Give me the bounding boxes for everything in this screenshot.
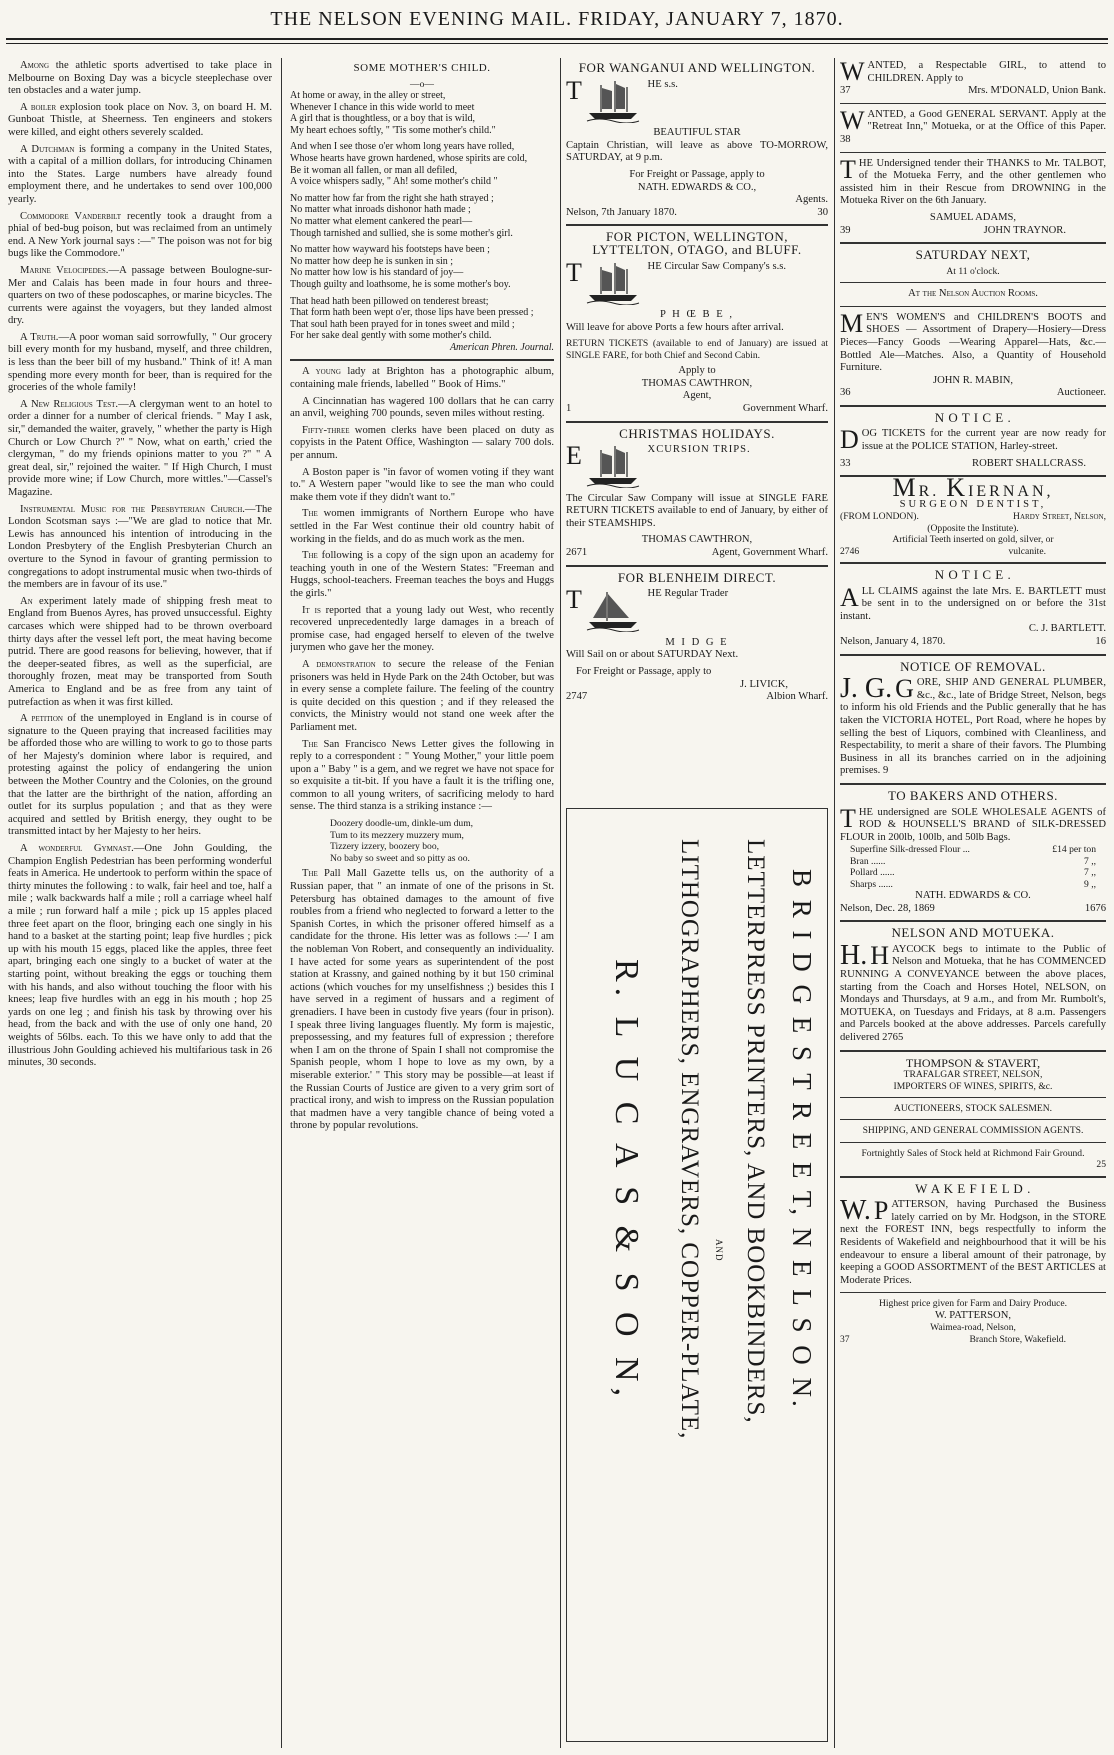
ad: THE undersigned are SOLE WHOLESALE AGENTS of ROD & HOUNSELL'S BRAND of SILK-DRESSED FLOUR in 200lb, 100lb, and 50lb Bags.: [840, 806, 1106, 843]
ad: ALL CLAIMS against the late Mrs. E. BARTLETT must be sent in to the undersigned on or before the 31st instant.: [840, 585, 1106, 622]
article: A Boston paper is "in favor of women voting if they want to." A Western paper "would like to see the man who could make them vote if they didn't want to.": [290, 466, 554, 503]
banner-line: R. L U C A S & S O N,: [608, 959, 645, 1403]
article: A New Religious Test.—A clergyman went to an hotel to order a dinner for a number of clerical friends. " May I ask, sir," demanded the waiter, gravely, " whether the party is High Church or Low Church ?" " Now, what on earth,' cried the clergyman, " do my friends opinions matter to you ?" " A great deal, sir," rejoined the waiter. " If High Church, I must provide more wine; if Low Church, more wittles."—Cassel's Magazine.: [8, 398, 272, 498]
poem-line: No matter how far from the right she hath strayed ;: [290, 192, 494, 204]
article: A boiler explosion took place on Nov. 3, on board H. M. Gunboat Thistle, at Sheerness. Ten engineers and stokers were killed, and eight others severely scalded.: [8, 101, 272, 138]
poem-line: A girl that is thoughtless, or a boy that is wild,: [290, 113, 475, 125]
poem-source: American Phren. Journal.: [449, 341, 554, 353]
ad: H. H AYCOCK begs to intimate to the Public of Nelson and Motueka, that he has COMMENCED RUNNING A CONVEYANCE between the above places, starting from the Coach and Horses Hotel, NELSON, on Mondays and Thursdays, at 9 a.m., and from Mr. Rumbolt's, MOTUEKA, on Tuesdays and Fridays, at 8 a.m. Passengers and Parcels booked at the above addresses. Parcels carefully delivered 2765: [840, 943, 1106, 1043]
masthead: THE NELSON EVENING MAIL. FRIDAY, JANUARY 7, 1870.: [270, 8, 844, 30]
price-value: 7 ,,: [1084, 855, 1096, 867]
article: The following is a copy of the sign upon an academy for teaching youth in one of the Western States: "Freeman and Huggs, school-teachers. Freeman teaches the boys and Huggs the girls.": [290, 550, 554, 599]
poem-line: No matter how deep he is sunken in sin ;: [290, 255, 454, 267]
article: A Cincinnatian has wagered 100 dollars that he can carry an anvil, weighing 700 pounds, seven miles without resting.: [290, 395, 554, 420]
price-value: 9 ,,: [1084, 878, 1096, 890]
article: It is reported that a young lady out West, who recently recovered unprecedentedly large damages in a breach of promise case, had engaged herself to eleven of the twelve jurymen who gave her the money.: [290, 604, 554, 654]
ship-icon: [585, 261, 641, 310]
article: An experiment lately made of shipping fresh meat to England from Buenos Ayres, has proved unsuccessful. Eighty carcases which were shipped had to be thrown overboard thirty days after the vessel left port, the meat having become putrid. There are good reasons for believing, however, that if the deeper-seated fibres, as well as the superficial, are thoroughly frozen, meat may be transported from South America to England and be as free from any taint of putrefaction as when it was first killed.: [8, 595, 272, 708]
banner-line: LETTERPRESS PRINTERS, AND BOOKBINDERS,: [742, 839, 769, 1424]
ad: MEN'S WOMEN'S and CHILDREN'S BOOTS and SHOES — Assortment of Drapery—Hosiery—Dress Pieces—Fancy Goods —Wearing Apparel—Hats, &c.—Bottled Ale—Matches. Also, a Quantity of Household Furniture.: [840, 311, 1106, 374]
column-4: WANTED, a Respectable GIRL, to attend to CHILDREN. Apply to 37 Mrs. M'DONALD, Union Bank. WANTED, a Good GENERAL SERVANT. Apply at the "Retreat Inn," Motueka, or at the Office of this Paper. 38 THE Undersigned tender their THANKS to Mr. TALBOT, of the Motueka Ferry, and the other gentlemen who assisted him in their Rescue from DROWNING in the Motueka River on the 6th January. SAMUEL ADAMS, 39 JOHN TRAYNOR. SATURDAY NEXT, At 11 o'clock. At the Nelson Auction Rooms. MEN'S WOMEN'S and CHILDREN'S BOOTS and SHOES — Assortment of Drapery—Hosiery—Dress Pieces—Fancy Goods —Wearing Apparel—Hats, &c.—Bottled Ale—Matches. Also, a Quantity of Household Furniture. JOHN R. MABIN, 36 Auctioneer. N O T I C E . DOG TICKETS for the current year are now ready for issue at the POLICE STATION, Harley-street. 33 ROBERT SHALLCRASS. MR. KIERNAN, SURGEON DENTIST, (FROM LONDON). Hardy Street, Nelson, (Opposite the Institute). Artificial Teeth inserted on gold, silver, or 2746 vulcanite. N O T I C E . ALL CLAIMS against the late Mrs. E. BARTLETT must be sent in to the undersigned on or before the 31st instant. C. J. BARTLETT. Nelson, January 4, 1870. 16 NOTICE OF REMOVAL. J. G. G ORE, SHIP AND GENERAL PLUMBER, &c., &c., late of Bridge Street, Nelson, begs to inform his old Friends and the Public generally that he has taken the VICTORIA HOTEL, Port Road, where he hopes by selling the best of Liquors, combined with Cleanliness, and Respectability, to merit a share of their favors. The Plumbing Business in all its branches carried on in the adjoining premises. 9 TO BAKERS AND OTHERS. THE undersigned are SOLE WHOLESALE AGENTS of ROD & HOUNSELL'S BRAND of SILK-DRESSED FLOUR in 200lb, 100lb, and 50lb Bags. Superfine Silk-dressed Flour ... £14 per ton Bran ...... 7 ,, Pollard ...... 7 ,, Sharps ...... 9 ,, NATH. EDWARDS & CO. Nelson, Dec. 28, 1869 1676 NELSON AND MOTUEKA. H. H AYCOCK begs to intimate to the Public of Nelson and Motueka, that he has COMMENCED RUNNING A CONVEYANCE between the above places, starting from the Coach and Horses Hotel, NELSON, on Mondays and Thursdays, at 9 a.m., and from Mr. Rumbolt's, MOTUEKA, on Tuesdays and Fridays, at 8 a.m. Passengers and Parcels booked at the above addresses. Parcels carefully delivered 2765 THOMPSON & STAVERT, TRAFALGAR STREET, NELSON, IMPORTERS OF WINES, SPIRITS, &c. AUCTIONEERS, STOCK SALESMEN. SHIPPING, AND GENERAL COMMISSION AGENTS. Fortnightly Sales of Stock held at Richmond Fair Ground. 25 W A K E F I E L D . W. P ATTERSON, having Purchased the Business lately carried on by Mr. Hodgson, in the STORE next the FOREST INN, begs respectfully to inform the Residents of Wakefield and neighbourhood that it will be his endeavour to ensure a liberal amount of their patronage, by keeping a GOOD ASSORTMENT of the BEST ARTICLES at Moderate Prices. Highest price given for Farm and Dairy Produce. W. PATTERSON, Waimea-road, Nelson, 37 Branch Store, Wakefield.: [840, 60, 1106, 1345]
poem-line: That form hath been wept o'er, those lips have been pressed ;: [290, 307, 534, 319]
column-divider: [834, 58, 835, 1748]
banner-line: LITHOGRAPHERS, ENGRAVERS, COPPER-PLATE,: [676, 839, 703, 1440]
poem-title: SOME MOTHER'S CHILD.: [353, 62, 491, 74]
poem-line: And when I see those o'er whom long years have rolled,: [290, 141, 515, 153]
poem-line: My heart echoes softly, " 'Tis some mother's child.": [290, 124, 496, 136]
poem-line: A voice whispers sadly, " Ah! some mother's child ": [290, 176, 498, 188]
price-item: Pollard ......: [850, 867, 895, 879]
poem-line: Though tarnished and sullied, she is some mother's girl.: [290, 227, 513, 239]
ad: WANTED, a Respectable GIRL, to attend to CHILDREN. Apply to: [840, 60, 1106, 86]
poem-line: Whose hearts have grown hardened, whose spirits are cold,: [290, 152, 528, 164]
column-2: [290, 60, 554, 1750]
top-rule: [6, 38, 1108, 40]
article: A Truth.—A poor woman said sorrowfully, " Our grocery bill every month for my husband, myself, and three children, is less than the beer bill of my husband." Think of it! A man spending more every month for beer, than is required for the groceries of the whole family!: [8, 331, 272, 394]
article: A petition of the unemployed in England is in course of signature to the Queen praying that increased facilities may be afforded those who are willing to work to go to those parts of her Majesty's dominion where labor is required, and protesting against the policy of endangering the union between the Mother Country and the Colonies, on the ground that the latter are the birthright of the nation, affording an outlet for its surplus population ; and that as they were acquired and settled by British energy, they ought to be transmitted intact by her Majesty to her heirs.: [8, 713, 272, 838]
poem-line: No matter how wayward his footsteps have been ;: [290, 244, 490, 256]
price-row: [850, 879, 1096, 890]
price-item: Bran ......: [850, 855, 886, 867]
article: Instrumental Music for the Presbyterian Church.—The London Scotsman says :—"We are glad to notice that Mr. Lewis has announced his intention of introducing in the London Presbytery of the English Presbyterian Church an overture to the Synod in favour of granting permission to congregations to adopt instrumental music when two-thirds of the members are in favour of its use.": [8, 503, 272, 591]
poem-line: No baby so sweet and so pitty as oo.: [330, 852, 470, 864]
poem-line: Be it woman all fallen, or man all defiled,: [290, 164, 458, 176]
poem-line: Whenever I chance in this wide world to meet: [290, 101, 475, 113]
banner-line: B R I D G E S T R E E T, N E L S O N.: [787, 869, 817, 1410]
price-row: [850, 867, 1096, 878]
poem-line: No matter how low is his standard of joy—: [290, 267, 464, 279]
poem-line: That head hath been pillowed on tenderest breast;: [290, 295, 489, 307]
price-row: [850, 844, 1096, 855]
ad: W. P ATTERSON, having Purchased the Business lately carried on by Mr. Hodgson, in the STORE next the FOREST INN, begs respectfully to inform the Residents of Wakefield and neighbourhood that it will be his endeavour to ensure a liberal amount of their patronage, by keeping a GOOD ASSORTMENT of the BEST ARTICLES at Moderate Prices.: [840, 1199, 1106, 1286]
column-3: FOR WANGANUI AND WELLINGTON. T HE s.s. BEAUTIFUL STAR Captain Christian, will leave as above TO-MORROW, SATURDAY, at 9 p.m. For Freight or Passage, apply to NATH. EDWARDS & CO., Agents. Nelson, 7th January 1870. 30 FOR PICTON, WELLINGTON, LYTTELTON, OTAGO, and BLUFF. T HE Circular Saw Company's s.s. P H Œ B E , Will leave for above Ports a few hours after arrival. RETURN TICKETS (available to end of January) are issued at SINGLE FARE, for both Chief and Second Cabin. Apply to THOMAS CAWTHRON, Agent, 1 Government Wharf. CHRISTMAS HOLIDAYS. E XCURSION TRIPS. The Circular Saw Company will issue at SINGLE FARE RETURN TICKETS available to end of January, by either of their STEAMSHIPS. THOMAS CAWTHRON, 2671 Agent, Government Wharf. FOR BLENHEIM DIRECT. T HE Regular Trader M I D G E Will Sail on or about SATURDAY Next. For Freight or Passage, apply to J. LIVICK, 2747 Albion Wharf.: [566, 60, 828, 703]
price-item: Sharps ......: [850, 878, 893, 890]
article: The women immigrants of Northern Europe who have settled in the Far West continue their old country habit of working in the fields, and do as much work as the men.: [290, 508, 554, 545]
ad: THE Undersigned tender their THANKS to Mr. TALBOT, of the Motueka Ferry, and the other gentlemen who assisted him in their Rescue from DROWNING in the Motueka River on the 6th January.: [840, 157, 1106, 207]
ad: WANTED, a Good GENERAL SERVANT. Apply at the "Retreat Inn," Motueka, or at the Office of this Paper. 38: [840, 108, 1106, 145]
ship-icon: [585, 79, 641, 128]
lucas-banner: [566, 808, 828, 1742]
article: A Dutchman is forming a company in the United States, with a capital of a million dollars, for introducing Chinamen into the States. Large numbers have already found employment there, and he undertakes to send over 100,000 yearly.: [8, 143, 272, 205]
price-row: [850, 856, 1096, 867]
article: The Pall Mall Gazette tells us, on the authority of a Russian paper, that " an inmate of one of the prisons in St. Petersburg has obtained damages to the amount of five roubles from a friend who neglected to forward a letter to the Spanish Cortes, in which the prisoner offered himself as a candidate for the throne. His letter was as follows :—' I am the nobleman Von Robert, and consequently an individuality. I have acted for some years as superintendent of the post station at Krassny, and gained nothing by it but 150 criminal actions (which vouches for my unselfishness ;) besides this I have served in a regiment of hussars and a regiment of grenadiers. I have been in custody five years (four in prison). I speak three living languages fluently. My form is majestic, prepossessing, and my features full of expression ; therefore when I am on the throne of Spain I shall not compromise the Spanish people, whom I hope to love as my own, by a miserable exterior.' " This story may be possible—at least if the Russian Courts of Justice are given to a very grim sort of practical irony, and wish to impress on the Russian population that madmen have a very tangible chance of being voted a throne by popular revolutions.: [290, 868, 554, 1132]
price-value: 7 ,,: [1084, 867, 1096, 879]
verse: [330, 818, 554, 864]
poem-line: No matter what inroads dishonor hath made ;: [290, 204, 471, 216]
poem-separator: —o—: [410, 78, 434, 90]
column-1: [8, 60, 272, 1750]
ad-heading: FOR BLENHEIM DIRECT.: [617, 569, 777, 585]
ship-icon: [585, 444, 641, 493]
poem-line: No matter what element cankered the pearl—: [290, 215, 473, 227]
article: The San Francisco News Letter gives the following in reply to a correspondent : " Young Mother," your little poem upon a " Baby " is a gem, and we regret we have not space for so exquisite a tit-bit. If you have a fault it is the trifling one, common to all young writers, of sacrificing melody to hard sense. The third stanza is a striking instance :—: [290, 738, 554, 813]
price-value: £14 per ton: [1052, 844, 1096, 856]
article: Fifty-three women clerks have been placed on duty as copyists in the Patent Office, Washington — salary 700 dols. per annum.: [290, 424, 554, 462]
poem-line: Doozery doodle-um, dinkle-um dum,: [330, 818, 474, 830]
article: Commodore Vanderbilt recently took a draught from a phial of bed-bug poison, but was reclaimed from an untimely end. A New York journal says :—" The poison was not for big bugs like the Commodore.": [8, 210, 272, 260]
article: A young lady at Brighton has a photographic album, containing male friends, labelled " Book of Hims.": [290, 366, 554, 391]
poem-line: That soul hath been prayed for in tones sweet and mild ;: [290, 318, 515, 330]
poem-line: Tum to its mezzery muzzery mum,: [330, 829, 464, 841]
poem: [290, 90, 554, 342]
banner-line: AND: [714, 1239, 724, 1262]
column-divider: [560, 58, 561, 1748]
top-rule-thin: [6, 43, 1108, 44]
ship-icon: [585, 588, 641, 637]
ad-heading: CHRISTMAS HOLIDAYS.: [619, 425, 775, 441]
poem-line: Tizzery izzery, boozery boo,: [330, 841, 440, 853]
ad: J. G. G ORE, SHIP AND GENERAL PLUMBER, &c., &c., late of Bridge Street, Nelson, begs to inform his old Friends and the Public generally that he has taken the VICTORIA HOTEL, Port Road, where he hopes by selling the best of Liquors, combined with Cleanliness, and Respectability, to merit a share of their favors. The Plumbing Business in all its branches carried on in the adjoining premises. 9: [840, 677, 1106, 777]
poem-line: For her sake deal gently with some mother's child.: [290, 330, 492, 342]
article: Marine Velocipedes.—A passage between Boulogne-sur-Mer and Calais has been made in four hours and three-quarters on two of these podoscaphes, or marine bicycles. The currents were against the voyagers, but they landed almost dry.: [8, 264, 272, 327]
poem-line: At home or away, in the alley or street,: [290, 90, 446, 101]
price-item: Superfine Silk-dressed Flour ...: [850, 844, 970, 856]
article: A wonderful Gymnast.—One John Goulding, the Champion English Pedestrian has been performing wonderful feats in America. He undertook to perform within the space of thirty minutes the following : to walk, fair heel and toe, half a mile ; walk backwards half a mile ; roll a carriage wheel half a mile ; run forward half a mile ; pick up 15 apples placed three feet apart on the floor, bringing each one singly in his hand to a basket at the starting point; leap five hurdles ; pick up with his mouth 15 eggs, placed like the apples, three feet apart, bringing each one singly to a bucket of water at the starting point, without breaking the eggs or touching them with his hands, and also without touching the floor with his knees; leap five hurdles with an egg in his mouth ; hop 25 yards on one leg ; and finish his task by throwing over his head, from the back and with the use of only one hand, 20 weights of 56lbs. each. To this we have only to add that the illustrious John Goulding achieved his multifarious task in 26 minutes, 30 seconds.: [8, 843, 272, 1069]
ad-heading: FOR PICTON, WELLINGTON, LYTTELTON, OTAGO, and BLUFF.: [592, 229, 802, 257]
poem-line: Though guilty and loathsome, he is some mother's boy.: [290, 278, 511, 290]
ad: DOG TICKETS for the current year are now ready for issue at the POLICE STATION, Harley-street.: [840, 428, 1106, 454]
article: A demonstration to secure the release of the Fenian prisoners was held in Hyde Park on the 24th October, but was in every sense a complete failure. The feeling of the country is quite decided on this question ; and if they released the convicts, the Ministry would not stand one week after the Parliament met.: [290, 658, 554, 733]
price-list: [840, 844, 1106, 890]
article: Among the athletic sports advertised to take place in Melbourne on Boxing Day was a bicycle steeplechase over ten obstacles and a water jump.: [8, 60, 272, 97]
column-divider: [281, 58, 282, 1748]
ad-heading: FOR WANGANUI AND WELLINGTON.: [578, 60, 816, 75]
